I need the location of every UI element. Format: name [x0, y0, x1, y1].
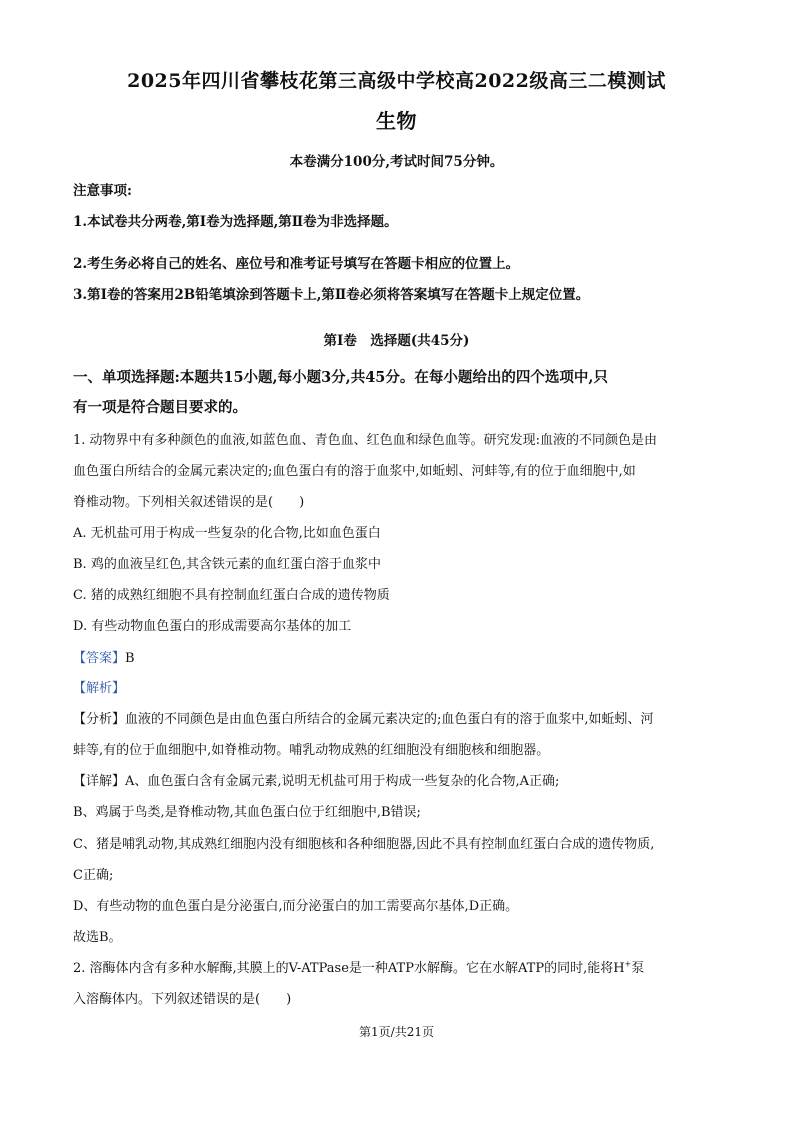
fenxi-tag: 【分析】	[73, 712, 126, 727]
q1-analysis-tag	[73, 680, 721, 698]
q1-answer-line	[73, 650, 721, 668]
q1-stem-line1: 1. 动物界中有多种颜色的血液,如蓝色血、青色血、红色血和绿色血等。研究发现:血液的不同颜色是由	[73, 433, 658, 448]
fenxi-text-1: 血液的不同颜色是由血色蛋白所结合的金属元素决定的;血色蛋白有的溶于血浆中,如蚯蚓、河	[125, 712, 654, 727]
q2-text-a: 2. 溶酶体内含有多种水解酶,其膜上的V-ATPase是一种ATP水解酶。它在水解ATP的同时,能将H	[73, 961, 625, 976]
q1-xiangjie-line1	[73, 773, 721, 791]
notice-heading: 注意事项:	[73, 183, 132, 199]
q1-xiangjie-line-d: D、有些动物的血色蛋白是分泌蛋白,而分泌蛋白的加工需要高尔基体,D正确。	[73, 899, 519, 914]
q1-option-b: B. 鸡的血液呈红色,其含铁元素的血红蛋白溶于血浆中	[73, 557, 381, 572]
exam-title: 2025年四川省攀枝花第三高级中学校高2022级高三二模测试	[127, 70, 666, 92]
q2-text-b: 泵	[631, 961, 645, 976]
q1-fenxi-line2: 蚌等,有的位于血细胞中,如脊椎动物。哺乳动物成熟的红细胞没有细胞核和细胞器。	[73, 743, 550, 758]
q1-option-c: C. 猪的成熟红细胞不具有控制血红蛋白合成的遗传物质	[73, 588, 390, 603]
notice-item-3: 3.第Ⅰ卷的答案用2B铅笔填涂到答题卡上,第Ⅱ卷必须将答案填写在答题卡上规定位置。	[73, 287, 590, 303]
analysis-tag: 【解析】	[73, 681, 126, 696]
q1-conclusion: 故选B。	[73, 930, 122, 945]
score-note: 本卷满分100分,考试时间75分钟。	[289, 154, 504, 170]
q1-xiangjie-line-c: C、猪是哺乳动物,其成熟红细胞内没有细胞核和各种细胞器,因此不具有控制血红蛋白合成的遗传物质,	[73, 837, 655, 852]
answer-tag: 【答案】	[73, 651, 126, 666]
part1-title: 第Ⅰ卷 选择题(共45分)	[323, 333, 470, 349]
q1-stem-line3: 脊椎动物。下列相关叙述错误的是( )	[73, 495, 305, 510]
q1-stem-line2: 血色蛋白所结合的金属元素决定的;血色蛋白有的溶于血浆中,如蚯蚓、河蚌等,有的位于血细胞中,如	[73, 464, 636, 479]
q1-option-a: A. 无机盐可用于构成一些复杂的化合物,比如血色蛋白	[73, 526, 381, 541]
q2-superscript: +	[624, 959, 632, 969]
q1-fenxi-line1	[73, 711, 721, 729]
q2-stem-line1	[73, 960, 721, 978]
notice-item-1: 1.本试卷共分两卷,第Ⅰ卷为选择题,第Ⅱ卷为非选择题。	[73, 214, 398, 230]
xiangjie-tag: 【详解】	[73, 774, 126, 789]
answer-value: B	[125, 651, 135, 666]
notice-item-2: 2.考生务必将自己的姓名、座位号和准考证号填写在答题卡相应的位置上。	[73, 256, 520, 272]
q2-stem-line2: 入溶酶体内。下列叙述错误的是( )	[73, 992, 292, 1007]
section-instruction-line2: 有一项是符合题目要求的。	[73, 399, 247, 416]
q1-option-d: D. 有些动物血色蛋白的形成需要高尔基体的加工	[73, 619, 352, 634]
subject-title: 生物	[376, 109, 417, 133]
page-footer: 第1页/共21页	[359, 1025, 434, 1039]
xiangjie-text-a: A、血色蛋白含有金属元素,说明无机盐可用于构成一些复杂的化合物,A正确;	[125, 774, 560, 789]
section-instruction-line1: 一、单项选择题:本题共15小题,每小题3分,共45分。在每小题给出的四个选项中,只	[73, 369, 608, 386]
q1-xiangjie-line-c2: C正确;	[73, 868, 114, 883]
q1-xiangjie-line-b: B、鸡属于鸟类,是脊椎动物,其血色蛋白位于红细胞中,B错误;	[73, 805, 421, 820]
